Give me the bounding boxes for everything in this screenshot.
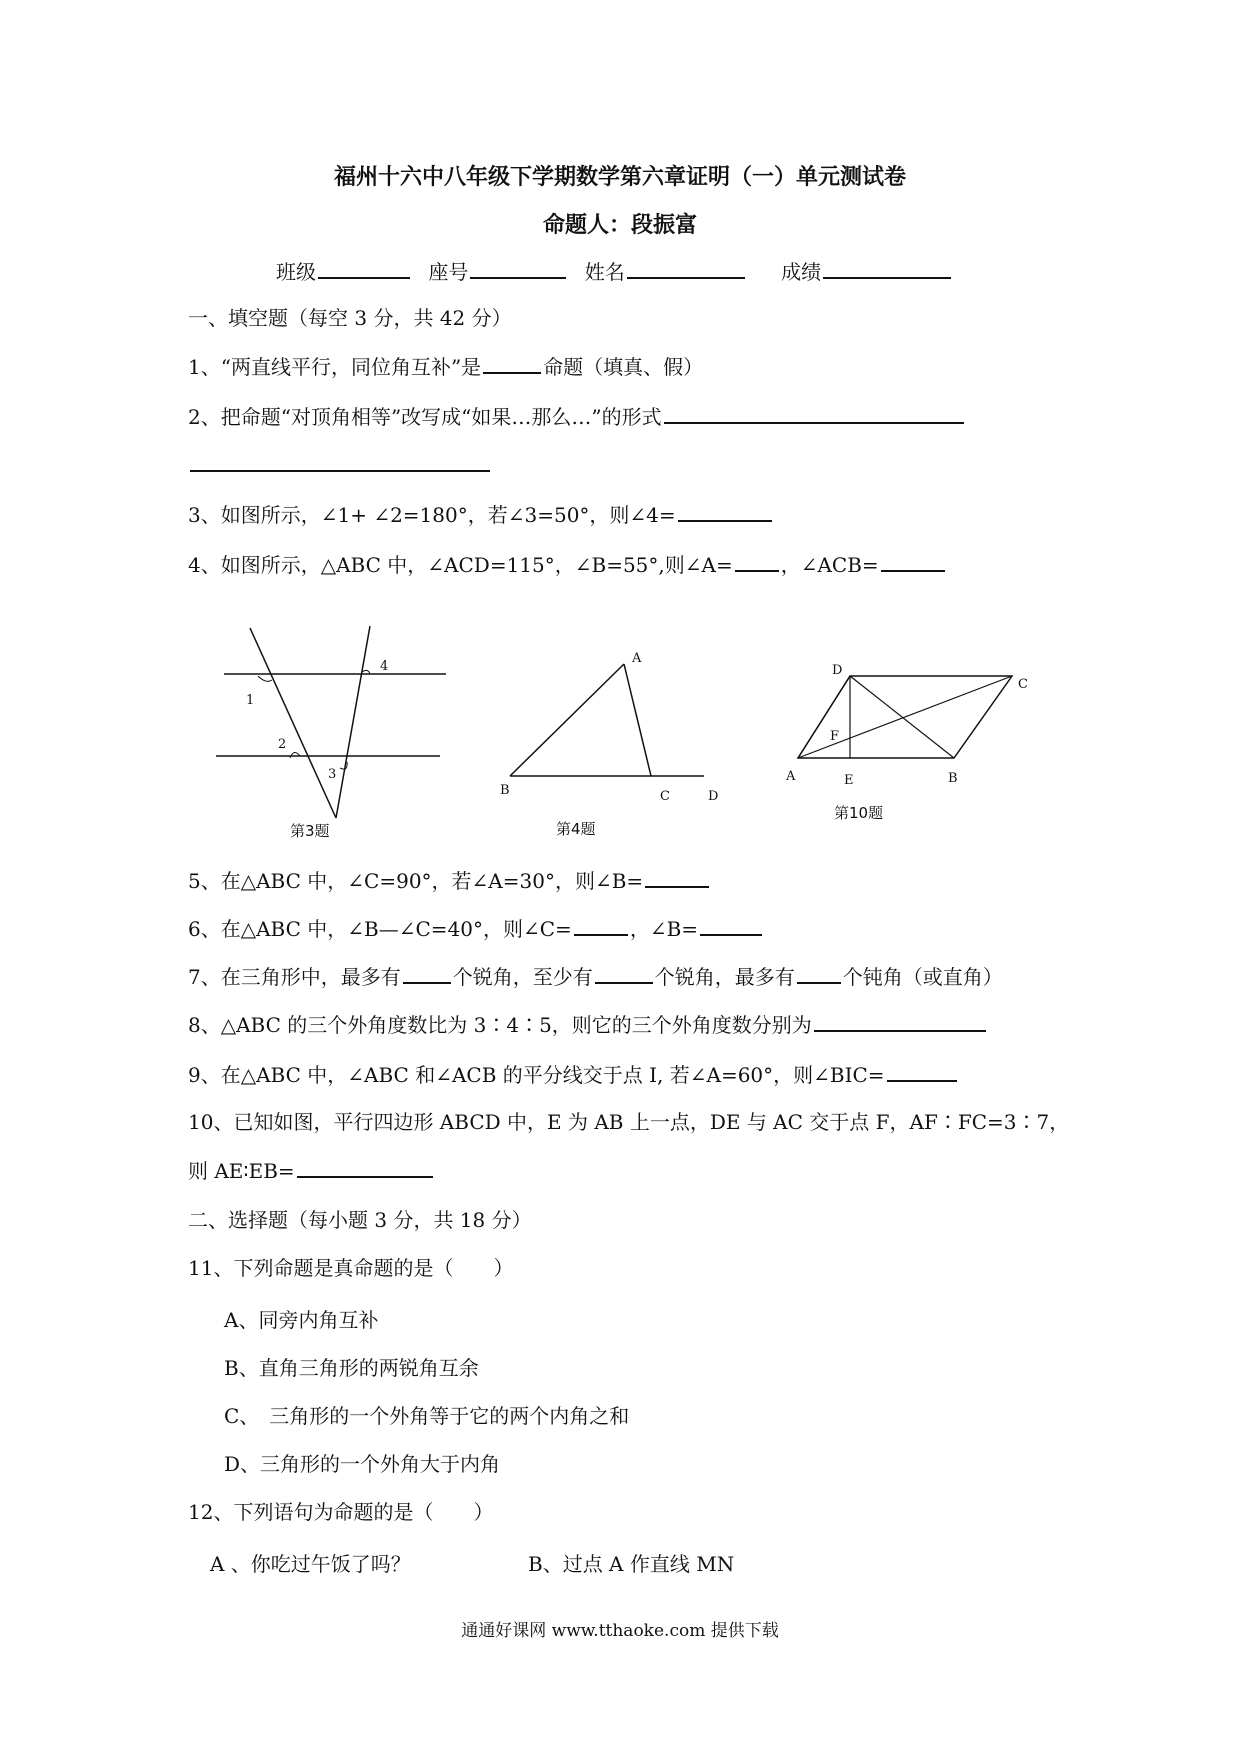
fig3-label-3: 3 (328, 767, 337, 782)
q7-blank-2[interactable] (595, 962, 653, 984)
q11-option-d[interactable]: D、三角形的一个外角大于内角 (224, 1452, 501, 1476)
figure-3 (210, 620, 450, 830)
q7-blank-1[interactable] (403, 962, 451, 984)
q9-text: 9、在△ABC 中，∠ABC 和∠ACB 的平分线交于点 I, 若∠A=60°，则∠BIC= (188, 1063, 885, 1087)
fig10-label-c: C (1018, 677, 1028, 692)
q10-text: 则 AE∶EB= (188, 1159, 295, 1183)
fig10-label-d: D (832, 663, 843, 678)
q1-text-end: 命题（填真、假） (543, 355, 704, 379)
q3-blank[interactable] (678, 500, 772, 522)
q7-text-d: 个钝角（或直角） (842, 965, 1003, 989)
q2-blank-line2[interactable] (190, 450, 490, 472)
q1-text: 1、“两直线平行，同位角互补”是 (188, 355, 482, 379)
page-footer: 通通好课网 www.tthaoke.com 提供下载 (461, 1621, 779, 1641)
class-blank[interactable] (318, 257, 410, 279)
q4-text-mid: ，∠ACB= (780, 553, 879, 577)
fig4-label-a: A (632, 651, 642, 666)
q10-blank[interactable] (297, 1156, 433, 1178)
q6-blank-b[interactable] (700, 914, 762, 936)
q1-blank[interactable] (483, 352, 541, 374)
fig4-caption: 第4题 (556, 820, 596, 838)
question-4 (188, 550, 947, 579)
fig10-label-a: A (786, 769, 796, 784)
q5-blank[interactable] (645, 866, 709, 888)
q9-blank[interactable] (887, 1060, 957, 1082)
q2-text: 2、把命题“对顶角相等”改写成“如果…那么…”的形式 (188, 405, 662, 429)
q5-text: 5、在△ABC 中，∠C=90°，若∠A=30°，则∠B= (188, 869, 644, 893)
seat-label: 座号 (428, 260, 469, 284)
question-10: 10、已知如图，平行四边形 ABCD 中，E 为 AB 上一点，DE 与 AC 交于点 F，AF∶FC=3∶7， (188, 1110, 1070, 1134)
q7-blank-3[interactable] (797, 962, 841, 984)
q4-blank-acb[interactable] (881, 550, 945, 572)
q12-option-b[interactable]: B、过点 A 作直线 MN (528, 1552, 735, 1576)
q2-blank[interactable] (664, 402, 964, 424)
q4-text: 4、如图所示，△ABC 中，∠ACD=115°，∠B=55°,则∠A= (188, 553, 733, 577)
section1-heading: 一、填空题（每空 3 分，共 42 分） (188, 306, 512, 330)
question-10-continued (188, 1156, 435, 1185)
fig4-label-d: D (708, 789, 719, 804)
q7-text-a: 7、在三角形中，最多有 (188, 965, 401, 989)
exam-title: 福州十六中八年级下学期数学第六章证明（一）单元测试卷 (333, 164, 906, 190)
fig4-label-b: B (500, 783, 510, 798)
question-5 (188, 866, 711, 895)
name-blank[interactable] (627, 257, 745, 279)
question-11: 11、下列命题是真命题的是（ ） (188, 1256, 514, 1280)
fig10-caption: 第10题 (834, 804, 884, 822)
student-info-row (276, 256, 953, 285)
fig10-label-f: F (830, 729, 840, 744)
q11-option-c[interactable]: C、 三角形的一个外角等于它的两个内角之和 (224, 1404, 630, 1428)
question-1 (188, 352, 703, 381)
fig10-label-e: E (844, 773, 854, 788)
class-label: 班级 (276, 260, 316, 284)
q7-text-b: 个锐角，至少有 (452, 965, 593, 989)
question-12: 12、下列语句为命题的是（ ） (188, 1500, 494, 1524)
q7-text-c: 个锐角，最多有 (654, 965, 795, 989)
figure-4 (498, 644, 738, 824)
q4-blank-a[interactable] (735, 550, 779, 572)
q6-blank-c[interactable] (574, 914, 628, 936)
figure-10 (776, 660, 1056, 800)
q12-option-a[interactable]: A 、你吃过午饭了吗？ (210, 1552, 411, 1576)
question-6 (188, 914, 764, 943)
q11-option-b[interactable]: B、直角三角形的两锐角互余 (224, 1356, 479, 1380)
exam-author: 命题人：段振富 (542, 212, 697, 238)
question-2 (188, 402, 966, 431)
q6-text-mid: ，∠B= (629, 917, 699, 941)
question-3 (188, 500, 774, 529)
fig3-label-1: 1 (246, 693, 255, 708)
question-2-continued (188, 450, 492, 479)
fig3-label-2: 2 (278, 737, 287, 752)
q11-option-a[interactable]: A、同旁内角互补 (224, 1308, 379, 1332)
fig3-caption: 第3题 (290, 822, 330, 840)
fig3-label-4: 4 (380, 659, 389, 674)
name-label: 姓名 (584, 260, 625, 284)
q3-text: 3、如图所示，∠1+ ∠2=180°，若∠3=50°，则∠4= (188, 503, 676, 527)
score-label: 成绩 (781, 260, 822, 284)
score-blank[interactable] (823, 257, 951, 279)
seat-blank[interactable] (470, 257, 566, 279)
question-7 (188, 962, 1003, 991)
fig4-label-c: C (660, 789, 670, 804)
question-8 (188, 1010, 988, 1039)
question-9 (188, 1060, 959, 1089)
q6-text: 6、在△ABC 中，∠B—∠C=40°，则∠C= (188, 917, 572, 941)
q8-blank[interactable] (814, 1010, 986, 1032)
q8-text: 8、△ABC 的三个外角度数比为 3∶4∶5，则它的三个外角度数分别为 (188, 1013, 812, 1037)
fig10-label-b: B (948, 771, 958, 786)
section2-heading: 二、选择题（每小题 3 分，共 18 分） (188, 1208, 532, 1232)
